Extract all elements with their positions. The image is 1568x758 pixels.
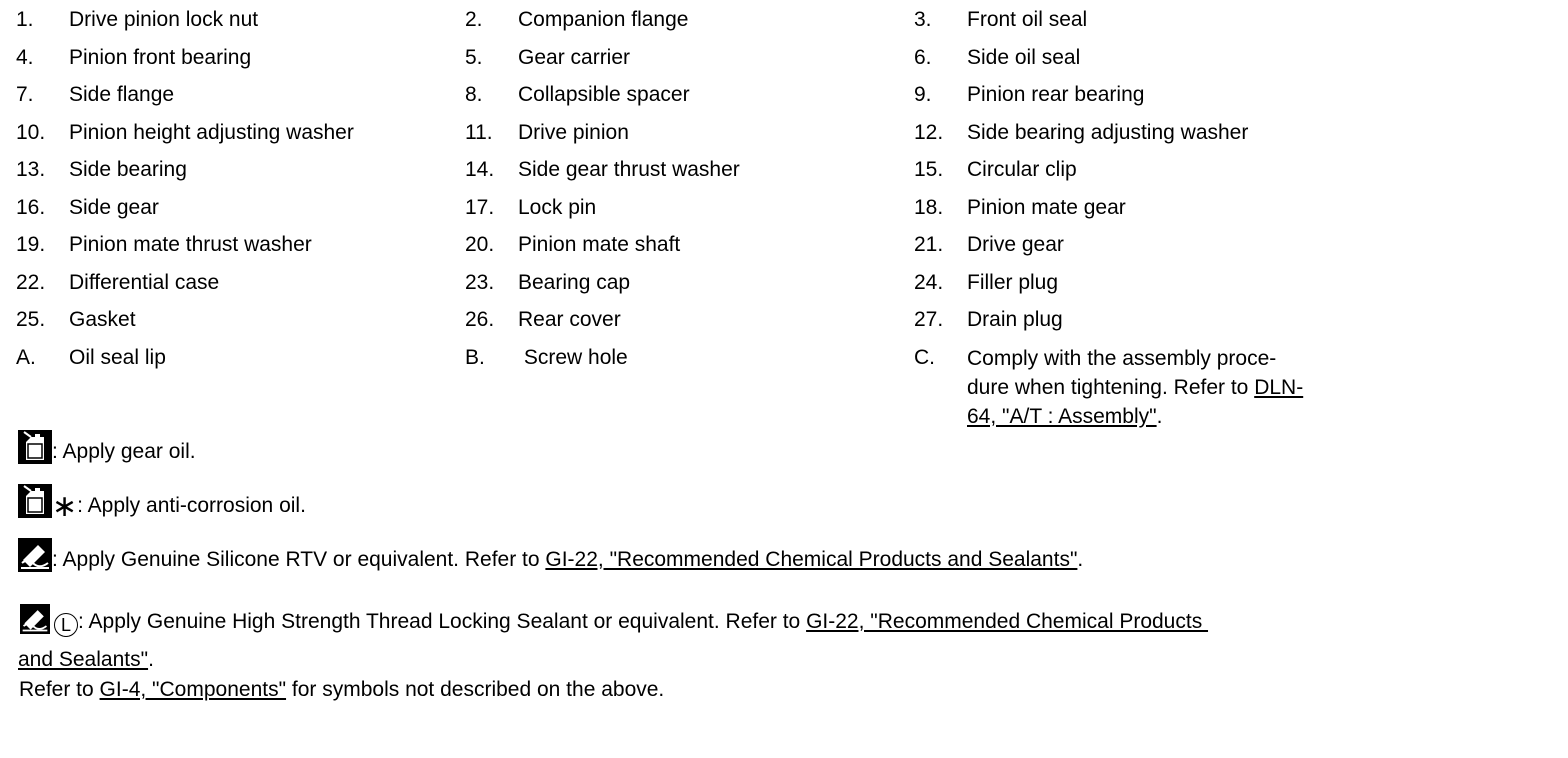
note-b-label: Screw hole xyxy=(518,345,628,369)
part-number: 20. xyxy=(465,233,495,256)
dln-64-link-part1[interactable]: DLN- xyxy=(1254,375,1304,399)
part-label: Side flange xyxy=(69,83,175,106)
part-label: Gasket xyxy=(69,308,136,331)
part-number: 6. xyxy=(914,45,932,69)
note-c-line2 xyxy=(967,373,1303,402)
part-label: Side bearing xyxy=(69,158,187,181)
part-number: 3. xyxy=(914,8,932,31)
locking-text: : Apply Genuine High Strength Thread Locking Sealant or equivalent. Refer to xyxy=(78,610,807,633)
part-label: Lock pin xyxy=(518,195,597,219)
refer-line xyxy=(19,678,664,702)
part-number: 1. xyxy=(16,8,34,31)
part-number: 5. xyxy=(465,45,483,69)
part-label: Drive pinion lock nut xyxy=(69,8,259,31)
part-number: 7. xyxy=(16,83,34,106)
part-label: Pinion rear bearing xyxy=(967,83,1145,106)
note-c-end: . xyxy=(1156,404,1163,428)
sealant-tube-icon xyxy=(18,538,52,578)
part-label: Gear carrier xyxy=(518,45,631,69)
symbol-locking-sealant xyxy=(18,604,1208,677)
circle-l-icon: L xyxy=(54,613,78,637)
refer-post: for symbols not described on the above. xyxy=(286,678,665,701)
part-number: 27. xyxy=(914,308,944,331)
part-label: Collapsible spacer xyxy=(518,83,690,106)
gi-4-link[interactable]: GI-4, "Components" xyxy=(99,678,287,701)
part-number: 10. xyxy=(16,120,46,144)
part-number: 11. xyxy=(465,120,493,144)
part-label: Rear cover xyxy=(518,308,621,331)
part-label: Drive pinion xyxy=(518,120,629,144)
locking-end: . xyxy=(148,648,154,671)
part-label: Pinion height adjusting washer xyxy=(69,120,354,144)
part-number: 2. xyxy=(465,8,483,31)
part-label: Side gear xyxy=(69,195,159,219)
gi-22-link[interactable]: GI-22, "Recommended Chemical Products and Sealants" xyxy=(545,548,1078,571)
part-label: Pinion mate thrust washer xyxy=(69,233,312,256)
symbol-gear-oil xyxy=(18,430,196,470)
part-number: 4. xyxy=(16,45,34,69)
note-c-line1: Comply with the assembly proce- xyxy=(967,346,1277,370)
note-c-number: C. xyxy=(914,345,935,369)
note-a-number: A. xyxy=(16,345,36,369)
part-number: 13. xyxy=(16,158,46,181)
part-label: Circular clip xyxy=(967,158,1077,181)
part-label: Side bearing adjusting washer xyxy=(967,120,1249,144)
refer-pre: Refer to xyxy=(19,678,100,701)
part-label: Pinion mate gear xyxy=(967,195,1126,219)
part-label: Bearing cap xyxy=(518,270,631,294)
part-number: 25. xyxy=(16,308,46,331)
silicone-text: : Apply Genuine Silicone RTV or equivalent. Refer to xyxy=(52,548,546,571)
oil-can-icon xyxy=(18,484,52,524)
part-label: Companion flange xyxy=(518,8,689,31)
gi-22-link-line1[interactable]: GI-22, "Recommended Chemical Products xyxy=(806,610,1209,633)
gear-oil-text: : Apply gear oil. xyxy=(52,440,196,463)
part-number: 24. xyxy=(914,270,944,294)
part-number: 16. xyxy=(16,195,46,219)
part-number: 23. xyxy=(465,270,495,294)
silicone-end: . xyxy=(1077,548,1084,571)
note-b-number: B. xyxy=(465,345,485,369)
part-number: 15. xyxy=(914,158,944,181)
part-label: Drain plug xyxy=(967,308,1063,331)
symbol-silicone xyxy=(18,538,1083,578)
gi-22-link-line2[interactable]: and Sealants" xyxy=(18,648,149,671)
part-number: 12. xyxy=(914,120,944,144)
oil-can-icon xyxy=(18,430,52,470)
dln-64-link-part2[interactable]: 64, "A/T : Assembly" xyxy=(967,404,1157,428)
note-a-label: Oil seal lip xyxy=(69,345,166,369)
part-number: 26. xyxy=(465,308,495,331)
part-label: Front oil seal xyxy=(967,8,1088,31)
part-label: Side oil seal xyxy=(967,45,1081,69)
locking-line2 xyxy=(18,643,1208,677)
part-label: Differential case xyxy=(69,270,220,294)
note-c-line2-text: dure when tightening. Refer to xyxy=(967,375,1255,399)
part-label: Side gear thrust washer xyxy=(518,158,740,181)
part-number: 21. xyxy=(914,233,944,256)
part-label: Filler plug xyxy=(967,270,1059,294)
part-number: 19. xyxy=(16,233,46,256)
symbol-anticorrosion xyxy=(18,484,306,524)
part-label: Pinion mate shaft xyxy=(518,233,681,256)
part-number: 14. xyxy=(465,158,495,181)
note-c-text xyxy=(967,344,1303,431)
part-number: 18. xyxy=(914,195,944,219)
asterisk-icon: ∗ xyxy=(52,490,78,523)
part-label: Drive gear xyxy=(967,233,1064,256)
anticorrosion-text: : Apply anti-corrosion oil. xyxy=(77,494,306,517)
notes-row xyxy=(16,344,1416,434)
part-number: 8. xyxy=(465,83,483,106)
part-number: 9. xyxy=(914,83,932,106)
locking-line1 xyxy=(18,604,1208,645)
part-number: 22. xyxy=(16,270,46,294)
part-label: Pinion front bearing xyxy=(69,45,252,69)
part-number: 17. xyxy=(465,195,495,219)
sealant-tube-icon xyxy=(18,604,52,645)
note-c-line3 xyxy=(967,402,1303,431)
